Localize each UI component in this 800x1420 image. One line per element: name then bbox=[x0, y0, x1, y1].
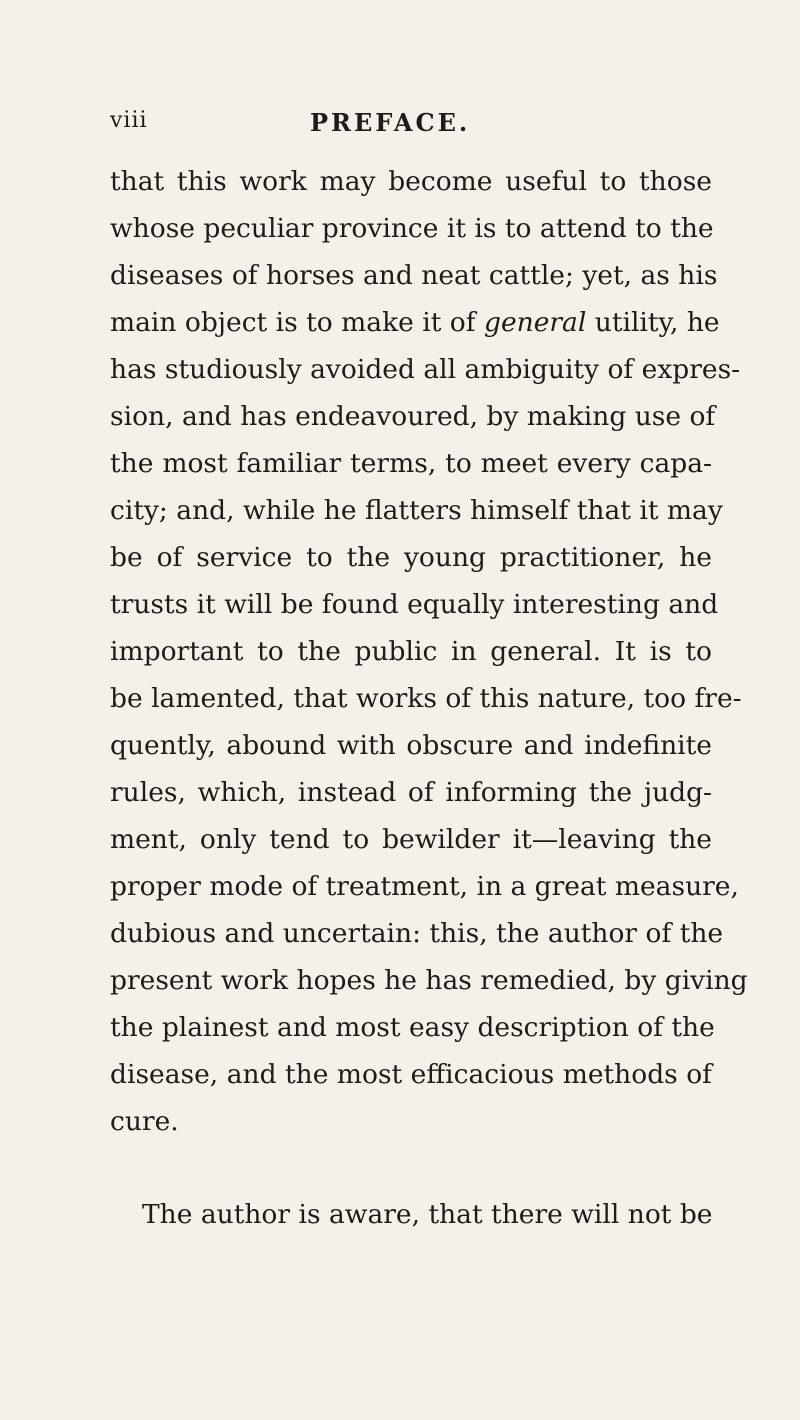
paragraph-gap bbox=[110, 1145, 712, 1191]
text-line: present work hopes he has remedied, by giving bbox=[110, 965, 748, 996]
text-line: quently, abound with obscure and indefinite bbox=[110, 730, 712, 761]
text-line: sion, and has endeavoured, by making use of bbox=[110, 401, 716, 432]
text-line: be lamented, that works of this nature, too fre- bbox=[110, 683, 742, 714]
paragraph-1 bbox=[110, 158, 748, 1145]
text-line: the most familiar terms, to meet every capa- bbox=[110, 448, 712, 479]
italic-word: general bbox=[483, 307, 587, 338]
text-line: that this work may become useful to those bbox=[110, 166, 712, 197]
text-line: diseases of horses and neat cattle; yet, as his bbox=[110, 260, 718, 291]
text-line: the plainest and most easy description of the bbox=[110, 1012, 715, 1043]
page-number: viii bbox=[110, 108, 148, 133]
paragraph-2 bbox=[110, 1191, 712, 1238]
page-header bbox=[110, 108, 710, 144]
text-line: city; and, while he flatters himself that it may bbox=[110, 495, 723, 526]
text-fragment: main object is to make it of bbox=[110, 307, 484, 338]
text-line: be of service to the young practitioner, he bbox=[110, 542, 712, 573]
text-line: dubious and uncertain: this, the author of the bbox=[110, 918, 724, 949]
text-line: important to the public in general. It is to bbox=[110, 636, 712, 667]
body-text bbox=[110, 158, 748, 1238]
text-line: whose peculiar province it is to attend to the bbox=[110, 213, 714, 244]
text-line: cure. bbox=[110, 1106, 179, 1137]
text-line: trusts it will be found equally interesting and bbox=[110, 589, 719, 620]
text-line: disease, and the most efficacious methods of bbox=[110, 1059, 712, 1090]
running-head: PREFACE. bbox=[310, 108, 471, 137]
text-line: rules, which, instead of informing the judg- bbox=[110, 777, 712, 808]
text-line bbox=[110, 299, 720, 346]
text-line: The author is aware, that there will not be bbox=[142, 1199, 713, 1230]
text-line: ment, only tend to bewilder it—leaving the bbox=[110, 824, 712, 855]
text-line: has studiously avoided all ambiguity of expres- bbox=[110, 354, 741, 385]
text-fragment: utility, he bbox=[586, 307, 720, 338]
text-line: proper mode of treatment, in a great measure, bbox=[110, 871, 739, 902]
